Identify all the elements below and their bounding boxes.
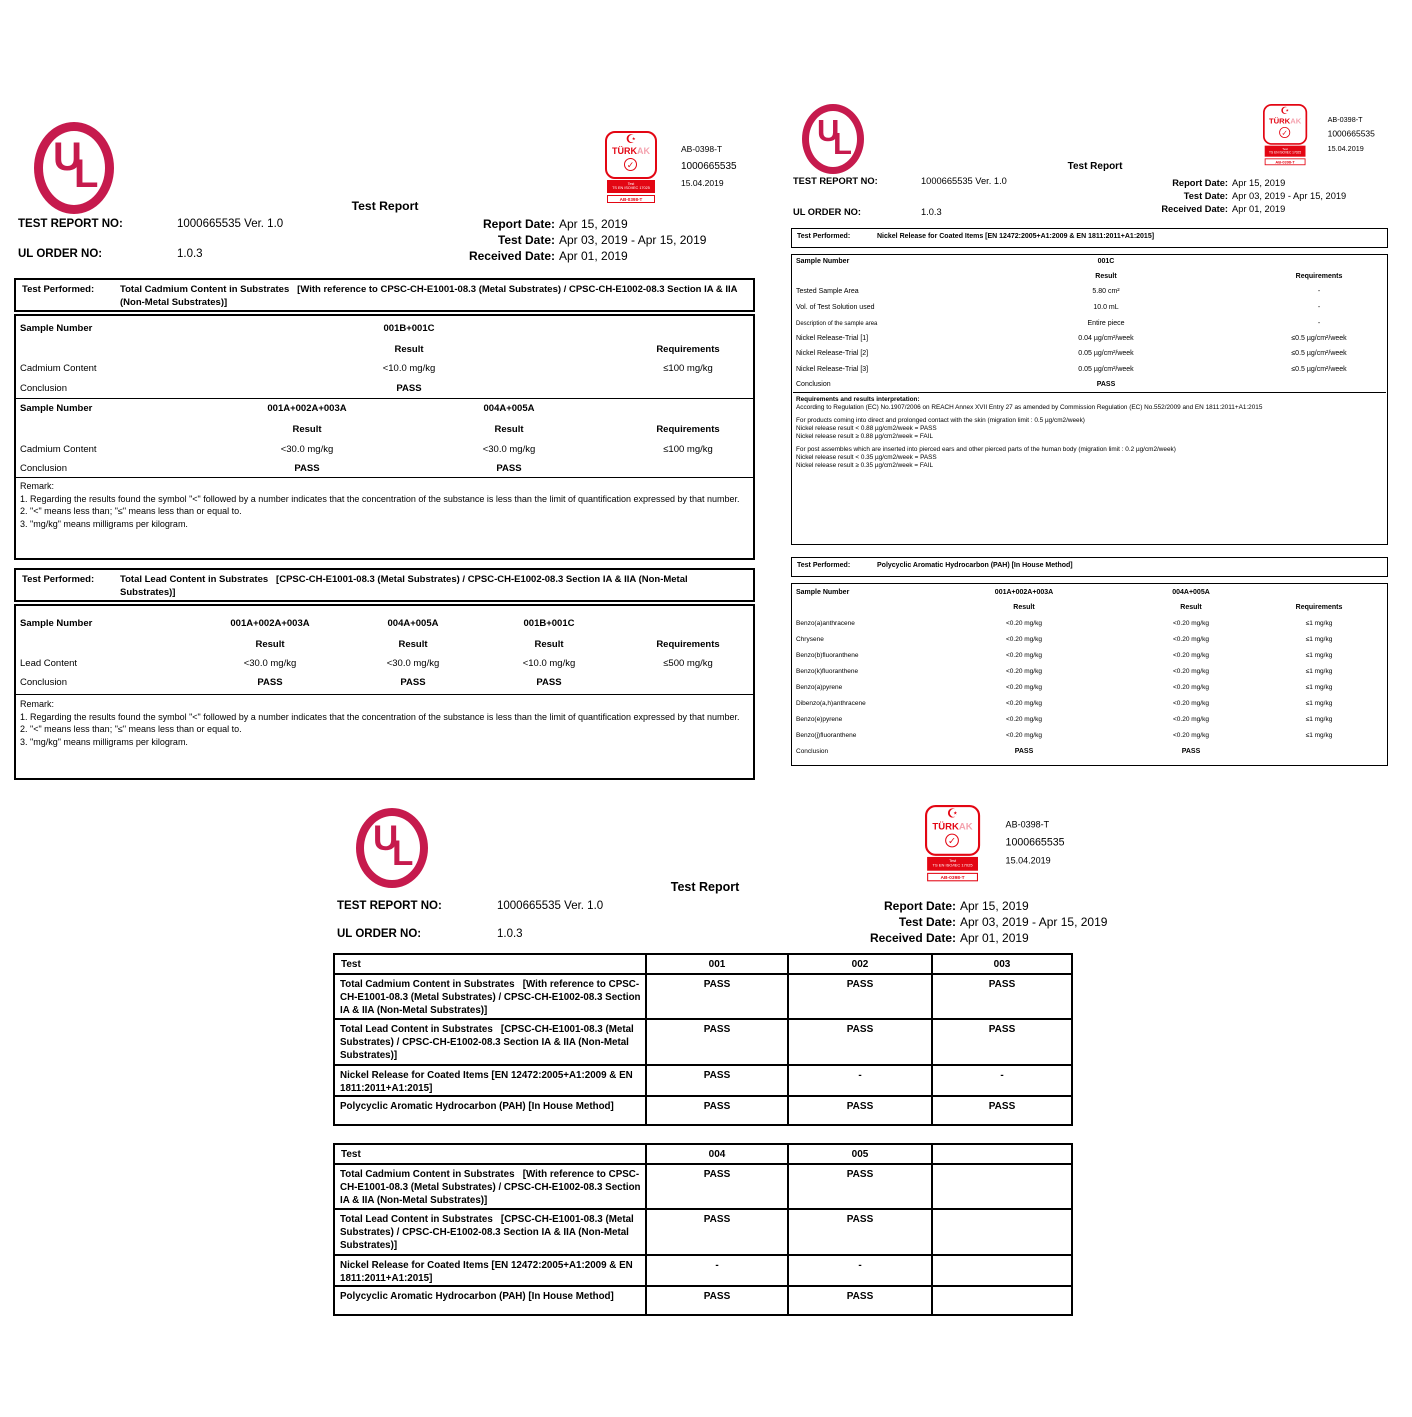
interpretation-line: Nickel release result < 0.35 µg/cm2/week = PASS	[796, 454, 937, 461]
sample-number-label: Sample Number	[796, 589, 850, 596]
summary-table-001-003	[333, 953, 1073, 1126]
accreditation-cert-no: AB-0398-T	[681, 144, 723, 154]
test-performed-label: Test Performed:	[797, 562, 851, 569]
turkak-wordmark-strong: TÜRK	[612, 146, 637, 156]
remark-line: 3. "mg/kg" means milligrams per kilogram.	[20, 736, 188, 747]
nickel-test-title: Nickel Release for Coated Items [EN 12472:2005+A1:2009 & EN 1811:2011+A1:2015]	[877, 233, 1155, 240]
result-value: <10.0 mg/kg	[522, 658, 576, 669]
result-cell: PASS	[788, 974, 932, 1019]
result-value: 10.0 mL	[1093, 304, 1119, 311]
report-no-label: TEST REPORT NO:	[793, 176, 878, 186]
result-cell: PASS	[646, 1164, 788, 1209]
test-name-cell: Polycyclic Aromatic Hydrocarbon (PAH) [In House Method]	[334, 1286, 646, 1315]
result-cell: PASS	[646, 1019, 788, 1065]
accreditation-details	[1006, 816, 1072, 870]
conclusion-label: Conclusion	[20, 463, 67, 474]
row-name: Nickel Release-Trial [1]	[796, 335, 869, 342]
sample-number-value: 001B+001C	[383, 323, 435, 334]
result-value: <30.0 mg/kg	[280, 444, 334, 455]
conclusion-label: Conclusion	[796, 381, 831, 388]
ul-logo-letter-l: L	[392, 834, 414, 873]
row-name: Description of the sample area	[796, 321, 878, 327]
accreditation-date: 15.04.2019	[1005, 854, 1051, 866]
result-value: <0.20 mg/kg	[1173, 668, 1209, 675]
table-header-row	[334, 1144, 1072, 1164]
result-value: <10.0 mg/kg	[382, 363, 436, 374]
result-cell: PASS	[646, 1286, 788, 1315]
report-date-label: Report Date:	[1172, 178, 1228, 188]
sample-number-value: 001A+002A+003A	[230, 618, 310, 629]
sample-number-value: 001B+001C	[523, 618, 575, 629]
column-header-test: Test	[334, 1144, 646, 1164]
remark-line: 2. "<" means less than; "≤" means less than or equal to.	[20, 506, 242, 516]
conclusion-value: PASS	[496, 463, 522, 474]
lead-test-title: Total Lead Content in Substrates [CPSC-CH-E1001-08.3 (Metal Substrates) / CPSC-CH-E1002-08.3 Section IA & IIA (Non-Metal Substrates)]	[120, 574, 688, 598]
checkmark-icon: ✓	[624, 158, 637, 171]
column-header-sample: 001	[646, 954, 788, 974]
turkak-badge-box	[925, 805, 980, 856]
requirement-value: ≤1 mg/kg	[1305, 716, 1333, 723]
test-performed-label: Test Performed:	[797, 233, 851, 240]
report-no-value: 1000665535 Ver. 1.0	[497, 900, 604, 912]
accreditation-date: 15.04.2019	[681, 178, 724, 188]
requirement-value: ≤1 mg/kg	[1305, 732, 1333, 739]
requirement-value: ≤100 mg/kg	[663, 444, 713, 455]
requirement-value: ≤100 mg/kg	[663, 363, 713, 374]
result-value: <0.20 mg/kg	[1173, 620, 1209, 627]
result-header: Result	[292, 424, 322, 435]
result-value: <0.20 mg/kg	[1173, 684, 1209, 691]
turkak-cert-band: AB-0398-T	[927, 872, 978, 881]
result-cell: PASS	[788, 1019, 932, 1065]
sample-number-value: 004A+005A	[1172, 589, 1210, 596]
column-header-sample	[932, 1144, 1072, 1164]
turkak-wordmark	[927, 821, 978, 832]
ul-logo-letter-u: U	[373, 819, 399, 858]
substance-name: Benzo(e)pyrene	[796, 716, 843, 723]
pah-test-title: Polycyclic Aromatic Hydrocarbon (PAH) [In House Method]	[877, 562, 1073, 569]
report-date-value: Apr 15, 2019	[960, 899, 1029, 913]
conclusion-label: Conclusion	[20, 677, 67, 688]
test-name-cell: Total Cadmium Content in Substrates [With reference to CPSC-CH-E1001-08.3 (Metal Substrates) / CPSC-CH-E1002-08.3 Section IA & IIA (Non-Metal Substrates)]	[334, 974, 646, 1019]
accreditation-cert-no: AB-0398-T	[1327, 115, 1363, 124]
column-header-sample: 004	[646, 1144, 788, 1164]
turkak-wordmark-light: AK	[1290, 116, 1302, 126]
result-cell: PASS	[932, 1019, 1072, 1065]
report-no-value: 1000665535 Ver. 1.0	[177, 218, 284, 230]
result-value: 0.05 µg/cm²/week	[1078, 366, 1134, 373]
table-row	[334, 1164, 1072, 1209]
page-title: Test Report	[1067, 161, 1123, 172]
requirements-header: Requirements	[656, 424, 720, 435]
sample-number-label: Sample Number	[20, 323, 93, 334]
remark-line: 2. "<" means less than; "≤" means less than or equal to.	[20, 724, 242, 734]
result-cell: PASS	[646, 1209, 788, 1255]
table-row	[334, 1065, 1072, 1096]
column-header-test: Test	[334, 954, 646, 974]
result-cell: -	[788, 1065, 932, 1096]
substance-name: Benzo(a)pyrene	[796, 684, 843, 691]
crescent-star-icon: ☪	[625, 132, 637, 146]
conclusion-value: PASS	[400, 677, 426, 688]
row-name: Vol. of Test Solution used	[796, 304, 875, 311]
received-date-value: Apr 01, 2019	[1232, 203, 1286, 214]
remark-line: 1. Regarding the results found the symbol "<" followed by a number indicates that the concentration of the substance is less than the limit of quantification expressed by that number.	[20, 711, 740, 722]
report-date-value: Apr 15, 2019	[1232, 178, 1286, 188]
remark-line: 1. Regarding the results found the symbol "<" followed by a number indicates that the concentration of the substance is less than the limit of quantification expressed by that number.	[20, 493, 740, 504]
turkak-band-test-label: Test	[1282, 147, 1288, 151]
requirements-header: Requirements	[1295, 604, 1343, 611]
requirement-value: -	[1317, 320, 1321, 327]
order-no-label: UL ORDER NO:	[337, 928, 422, 940]
result-cell: -	[932, 1065, 1072, 1096]
conclusion-value: PASS	[396, 383, 422, 394]
turkak-wordmark-light: AK	[958, 820, 973, 832]
substance-name: Benzo(k)fluoranthene	[796, 668, 859, 675]
result-header: Result	[1180, 604, 1202, 611]
turkak-band-test-label: Test	[949, 858, 957, 863]
analyte-name: Lead Content	[20, 658, 78, 669]
result-cell: PASS	[646, 1065, 788, 1096]
row-name: Nickel Release-Trial [2]	[796, 350, 869, 357]
ul-logo-letter-u: U	[53, 135, 82, 179]
analyte-name: Cadmium Content	[20, 444, 97, 455]
table-row	[334, 974, 1072, 1019]
result-header: Result	[1013, 604, 1035, 611]
test-name-cell: Total Lead Content in Substrates [CPSC-CH-E1001-08.3 (Metal Substrates) / CPSC-CH-E1002-08.3 Section IA & IIA (Non-Metal Substrates)]	[334, 1019, 646, 1065]
test-name-cell: Nickel Release for Coated Items [EN 12472:2005+A1:2009 & EN 1811:2011+A1:2015]	[334, 1065, 646, 1096]
sample-number-label: Sample Number	[20, 403, 93, 414]
order-no-value: 1.0.3	[921, 207, 942, 217]
requirements-header: Requirements	[656, 639, 720, 650]
summary-table-004-005	[333, 1143, 1073, 1316]
result-value: <30.0 mg/kg	[386, 658, 440, 669]
result-value: <0.20 mg/kg	[1006, 652, 1042, 659]
requirement-value: ≤1 mg/kg	[1305, 668, 1333, 675]
received-date-value: Apr 01, 2019	[960, 930, 1029, 945]
result-value: <0.20 mg/kg	[1006, 668, 1042, 675]
requirement-value: -	[1317, 288, 1321, 295]
result-cell: -	[646, 1255, 788, 1286]
received-date-label: Received Date:	[468, 248, 555, 263]
result-value: <0.20 mg/kg	[1173, 700, 1209, 707]
result-value: 5.80 cm²	[1092, 288, 1120, 295]
result-cell: PASS	[788, 1096, 932, 1125]
result-cell: PASS	[932, 974, 1072, 1019]
result-header: Result	[494, 424, 524, 435]
test-date-label: Test Date:	[898, 914, 956, 929]
column-header-sample: 005	[788, 1144, 932, 1164]
result-cell: PASS	[788, 1286, 932, 1315]
row-name: Nickel Release-Trial [3]	[796, 366, 869, 373]
result-cell: PASS	[788, 1209, 932, 1255]
requirement-value: ≤1 mg/kg	[1305, 620, 1333, 627]
requirement-value: ≤0.5 µg/cm²/week	[1291, 335, 1347, 342]
report-date-value: Apr 15, 2019	[559, 217, 628, 231]
result-header: Result	[255, 639, 285, 650]
test-date-value: Apr 03, 2019 - Apr 15, 2019	[1232, 190, 1347, 201]
accreditation-report-no: 1000665535	[681, 161, 737, 172]
requirement-value: ≤1 mg/kg	[1305, 700, 1333, 707]
table-row	[334, 1096, 1072, 1125]
order-no-value: 1.0.3	[497, 928, 523, 940]
requirement-value: ≤1 mg/kg	[1305, 684, 1333, 691]
turkak-band-standard: TS EN ISO/IEC 17025	[612, 186, 650, 191]
result-cell: PASS	[646, 1096, 788, 1125]
report-no-label: TEST REPORT NO:	[337, 900, 442, 912]
result-cell: PASS	[932, 1096, 1072, 1125]
result-value: <0.20 mg/kg	[1006, 620, 1042, 627]
result-value: <0.20 mg/kg	[1173, 716, 1209, 723]
result-value: <0.20 mg/kg	[1173, 652, 1209, 659]
conclusion-label: Conclusion	[796, 748, 829, 755]
interpretation-line: Nickel release result ≥ 0.35 µg/cm2/week = FAIL	[796, 462, 934, 469]
test-name-cell: Total Cadmium Content in Substrates [With reference to CPSC-CH-E1001-08.3 (Metal Substrates) / CPSC-CH-E1002-08.3 Section IA & IIA (Non-Metal Substrates)]	[334, 1164, 646, 1209]
test-name-cell: Total Lead Content in Substrates [CPSC-CH-E1001-08.3 (Metal Substrates) / CPSC-CH-E1002-08.3 Section IA & IIA (Non-Metal Substrates)]	[334, 1209, 646, 1255]
column-header-sample: 003	[932, 954, 1072, 974]
requirement-value: ≤1 mg/kg	[1305, 636, 1333, 643]
result-header: Result	[1095, 273, 1117, 280]
test-performed-label: Test Performed:	[22, 574, 95, 585]
test-name-cell: Polycyclic Aromatic Hydrocarbon (PAH) [In House Method]	[334, 1096, 646, 1125]
turkak-band-test-label: Test	[627, 181, 635, 186]
sample-number-value: 001A+002A+003A	[267, 403, 347, 414]
requirement-value: ≤500 mg/kg	[663, 658, 713, 669]
report-no-value: 1000665535 Ver. 1.0	[921, 176, 1007, 186]
crescent-star-icon: ☪	[946, 806, 959, 821]
result-cell: PASS	[788, 1164, 932, 1209]
substance-name: Benzo(j)fluoranthene	[796, 732, 857, 739]
checkmark-icon: ✓	[1279, 127, 1290, 138]
page-title: Test Report	[670, 880, 740, 894]
conclusion-value: PASS	[1096, 381, 1116, 388]
result-value: 0.04 µg/cm²/week	[1078, 335, 1134, 342]
column-header-sample: 002	[788, 954, 932, 974]
date-block	[770, 899, 1190, 946]
page-title: Test Report	[351, 199, 419, 213]
turkak-standard-band	[927, 857, 978, 871]
table-row	[334, 1209, 1072, 1255]
turkak-accreditation-badge	[925, 805, 1073, 892]
ul-logo-letter-l: L	[74, 152, 99, 196]
interpretation-line: According to Regulation (EC) No.1907/2006 on REACH Annex XVII Entry 27 as amended by Commission Regulation (EC) No.552/2009 and EN 1811:2011+A1:2015	[796, 404, 1263, 411]
result-cell	[932, 1164, 1072, 1209]
turkak-band-standard: TS EN ISO/IEC 17025	[932, 863, 973, 868]
result-value: <0.20 mg/kg	[1006, 700, 1042, 707]
conclusion-label: Conclusion	[20, 383, 67, 394]
result-value: <0.20 mg/kg	[1173, 636, 1209, 643]
substance-name: Benzo(b)fluoranthene	[796, 652, 859, 659]
interpretation-line: For products coming into direct and prolonged contact with the skin (migration limit : 0.5 µg/cm2/week)	[796, 417, 1085, 424]
result-cell	[932, 1209, 1072, 1255]
report-date-label: Report Date:	[482, 217, 555, 231]
analyte-name: Cadmium Content	[20, 363, 97, 374]
cadmium-test-title: Total Cadmium Content in Substrates [With reference to CPSC-CH-E1001-08.3 (Metal Substrates) / CPSC-CH-E1002-08.3 Section IA & IIA (Non-Metal Substrates)]	[120, 284, 738, 308]
interpretation-title: Requirements and results interpretation:	[796, 396, 920, 403]
ul-logo-letter-u: U	[817, 113, 840, 148]
result-value: <0.20 mg/kg	[1006, 684, 1042, 691]
sample-number-value: 004A+005A	[483, 403, 535, 414]
received-date-value: Apr 01, 2019	[559, 248, 628, 263]
remark-title: Remark:	[20, 481, 55, 491]
turkak-cert-band: AB-0398-T	[607, 195, 655, 204]
turkak-wordmark-light: AK	[637, 146, 650, 156]
table-row	[334, 1255, 1072, 1286]
result-value: <30.0 mg/kg	[243, 658, 297, 669]
requirement-value: ≤0.5 µg/cm²/week	[1291, 350, 1347, 357]
interpretation-line: For post assembles which are inserted into pierced ears and other pierced parts of the human body (migration limit : 0.2 µg/cm2/week)	[796, 446, 1176, 453]
result-cell: PASS	[646, 974, 788, 1019]
result-header: Result	[398, 639, 428, 650]
requirement-value: -	[1317, 304, 1321, 311]
interpretation-line: Nickel release result < 0.88 µg/cm2/week = PASS	[796, 425, 937, 432]
substance-name: Benzo(a)anthracene	[796, 620, 855, 627]
accreditation-report-no: 1000665535	[1327, 129, 1375, 139]
sample-number-value: 001C	[1097, 258, 1115, 265]
substance-name: Chrysene	[796, 636, 824, 643]
result-value: 0.05 µg/cm²/week	[1078, 350, 1134, 357]
test-date-label: Test Date:	[1183, 190, 1228, 201]
result-value: <0.20 mg/kg	[1173, 732, 1209, 739]
report-no-label: TEST REPORT NO:	[18, 218, 123, 230]
result-header: Result	[534, 639, 564, 650]
test-date-value: Apr 03, 2019 - Apr 15, 2019	[960, 914, 1108, 929]
result-value: <0.20 mg/kg	[1006, 732, 1042, 739]
accreditation-date: 15.04.2019	[1327, 143, 1364, 153]
turkak-band-standard: TS EN ISO/IEC 17025	[1269, 150, 1302, 155]
crescent-star-icon: ☪	[1280, 104, 1290, 117]
interpretation-line: Nickel release result ≥ 0.88 µg/cm2/week = FAIL	[796, 433, 934, 440]
test-performed-label: Test Performed:	[22, 284, 95, 295]
result-value: <0.20 mg/kg	[1006, 636, 1042, 643]
test-date-value: Apr 03, 2019 - Apr 15, 2019	[559, 232, 707, 247]
ul-logo-letter-l: L	[833, 126, 852, 161]
report-date-label: Report Date:	[883, 899, 956, 913]
table-row	[334, 1286, 1072, 1315]
accreditation-cert-no: AB-0398-T	[1005, 818, 1050, 830]
remark-title: Remark:	[20, 699, 55, 709]
order-no-value: 1.0.3	[177, 248, 203, 260]
conclusion-value: PASS	[1181, 748, 1201, 755]
conclusion-value: PASS	[536, 677, 562, 688]
result-value: Entire piece	[1087, 320, 1125, 327]
requirement-value: ≤0.5 µg/cm²/week	[1291, 366, 1347, 373]
table-header-row	[334, 954, 1072, 974]
requirements-header: Requirements	[1295, 273, 1343, 280]
result-cell: -	[788, 1255, 932, 1286]
result-value: <0.20 mg/kg	[1006, 716, 1042, 723]
test-date-label: Test Date:	[497, 232, 555, 247]
accreditation-report-no: 1000665535	[1005, 836, 1065, 849]
sample-number-value: 004A+005A	[387, 618, 439, 629]
conclusion-value: PASS	[294, 463, 320, 474]
received-date-label: Received Date:	[1161, 203, 1228, 214]
result-value: <30.0 mg/kg	[482, 444, 536, 455]
checkmark-icon: ✓	[945, 834, 959, 848]
result-header: Result	[394, 344, 424, 355]
received-date-label: Received Date:	[869, 930, 956, 945]
requirements-header: Requirements	[656, 344, 720, 355]
sample-number-label: Sample Number	[20, 618, 93, 629]
table-row	[334, 1019, 1072, 1065]
row-name: Tested Sample Area	[796, 288, 859, 295]
result-cell	[932, 1286, 1072, 1315]
ul-logo	[356, 808, 428, 888]
requirement-value: ≤1 mg/kg	[1305, 652, 1333, 659]
result-cell	[932, 1255, 1072, 1286]
turkak-cert-band: AB-0398-T	[1265, 158, 1306, 165]
order-no-label: UL ORDER NO:	[18, 248, 103, 260]
conclusion-value: PASS	[1014, 748, 1034, 755]
sample-number-value: 001A+002A+003A	[994, 589, 1054, 596]
order-no-label: UL ORDER NO:	[793, 207, 862, 217]
turkak-wordmark-strong: TÜRK	[1268, 116, 1291, 126]
remark-line: 3. "mg/kg" means milligrams per kilogram.	[20, 518, 188, 529]
substance-name: Dibenzo(a,h)anthracene	[796, 700, 866, 707]
sample-number-label: Sample Number	[796, 258, 850, 265]
test-name-cell: Nickel Release for Coated Items [EN 12472:2005+A1:2009 & EN 1811:2011+A1:2015]	[334, 1255, 646, 1286]
turkak-wordmark-strong: TÜRK	[932, 820, 959, 832]
conclusion-value: PASS	[257, 677, 283, 688]
